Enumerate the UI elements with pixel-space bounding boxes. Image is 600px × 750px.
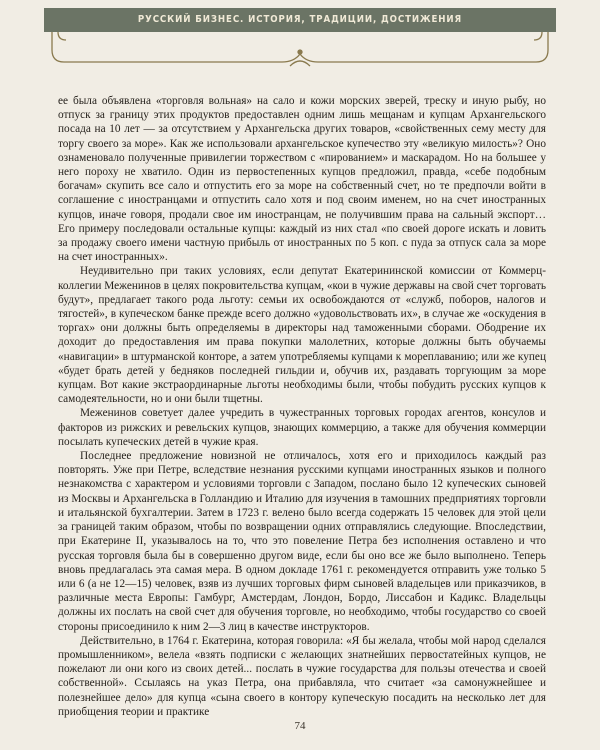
paragraph: Меженинов советует далее учредить в чужестранных торговых городах агентов, консулов и факторов из рижских и ревельских купцов, знающих коммерцию, а также для обучения коммерции посылать купеческих детей в чужие края. xyxy=(58,407,546,448)
paragraph: Неудивительно при таких условиях, если депутат Екатерининской комиссии от Коммерц-коллегии Меженинов в целях покровительства купцам, «кои в чужие державы на свой счет торговать будут», предлагает такого рода льготу: семьи их освобождаются от «служб, поборов, налогов и тягостей», в купеческом банке прежде всего должно «удовольствовать их», в случае же «оскудения в торгах» они должны быть определяемы в директоры над таможенными сборами. Ободрение их доходит до предоставления им права покупки малолетних, которые должны быть обучаемы «навигации» в штурманской конторе, а затем употребляемы купцами к мореплаванию; или же купец «будет брать детей у бедняков последней гильдии и, обучив их, раздавать торгующим за море купцам. Вот какие экстраординарные льготы необходимы были, чтобы побудить русских купцов к самодеятельности, но и они были тщетны. xyxy=(58,265,546,406)
running-header xyxy=(44,6,556,68)
header-title: РУССКИЙ БИЗНЕС. ИСТОРИЯ, ТРАДИЦИИ, ДОСТИЖЕНИЯ xyxy=(137,14,463,25)
paragraph: Действительно, в 1764 г. Екатерина, которая говорила: «Я бы желала, чтобы мой народ сделался промышленником», велела «взять подписки с желающих знатнейших первостатейных купцов, не пожелают ли они кого из своих детей... послать в чужие государства для пользы отечества и своей собственной». Ссылаясь на указ Петра, она прибавляла, что считает «за самонужнейшее и полезнейшее дело» для купца «сына своего в контору купеческую посадить на несколько лет для приобщения теории и практике xyxy=(58,634,546,718)
header-frame xyxy=(52,32,548,66)
page-number: 74 xyxy=(294,720,306,732)
body-text xyxy=(58,94,546,719)
paragraph: Последнее предложение новизной не отличалось, хотя его и приходилось каждый раз повторять. Уже при Петре, вследствие незнания русскими купцами иностранных языков и полного незнакомства с характером и условиями торговли с Западом, послано было 12 купеческих сыновей из Москвы и Архангельска в Голландию и Италию для изучения в тамошних предприятиях торговли и итальянской бухгалтерии. Затем в 1723 г. велено было всегда содержать 15 человек для этой цели за границей таким образом, чтобы по возвращении одних отправлялись следующие. Впоследствии, при Екатерине II, указывалось на то, что это повеление Петра без исполнения оставлено и что русская торговля была бы в совершенно другом виде, если бы оно все же было выполнено. Теперь вновь предлагалась эта самая мера. В одном докладе 1761 г. рекомендуется отправить уже только 5 или 6 (а не 12—15) человек, взяв из лучших торговых фирм сыновей владельцев или приказчиков, в различные места Европы: Гамбург, Амстердам, Лондон, Бордо, Лиссабон и Кадикс. Владельцы должны их послать на свой счет для обучения торговле, но необходимо, чтобы государство со своей стороны присоединило к ним 2—3 лиц в качестве инструкторов. xyxy=(58,450,546,633)
paragraph: ее была объявлена «торговля вольная» на сало и кожи морских зверей, треску и иную рыбу, но отпуск за границу этих продуктов предоставлен одним лишь мещанам и купцам Архангельского посада на 10 лет — за отсутствием у Архангельска других товаров, «свойственных сему месту для торгу своего за море». Как же использовали архангельское купечество эту «великую милость»? Оно ознаменовало полученные привилегии торжеством с «пированием» и маскарадом. Но на большее у него пороху не хватило. Один из первостепенных купцов предложил, правда, «себе подобным богачам» скупить все сало и отпустить его за море на собственный счет, но те предпочли войти в соглашение с иностранцами и отпустить сало хотя и под своим именем, но на счет иностранных купцов, иначе говоря, продали свое им иностранцам, не получившим права на сальный экспорт… Его примеру последовали остальные купцы: каждый из них стал «по своей дороге искать и ловить за продажу своего имени частную прибыль от иностранных по 5 коп. с пуда за отпуск сала за море на счет иностранных». xyxy=(58,95,546,264)
